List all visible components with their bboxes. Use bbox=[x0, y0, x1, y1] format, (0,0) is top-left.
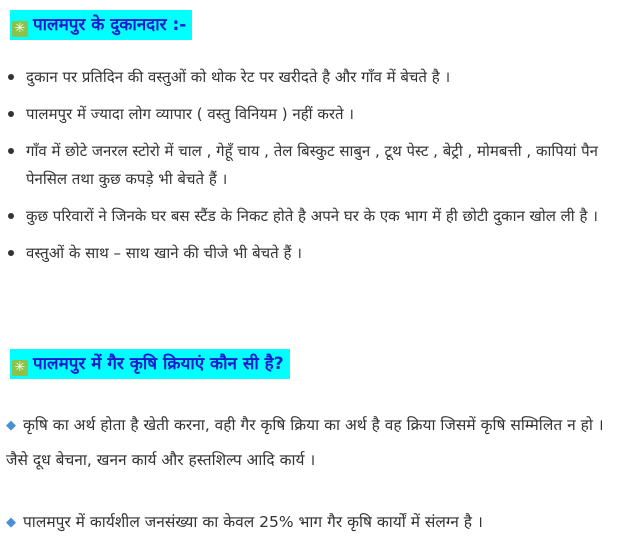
heading-text: पालमपुर में गैर कृषि क्रियाएं कौन सी है? bbox=[33, 354, 284, 374]
list-item-text: गाँव में छोटे जनरल स्टोरो में चाल , गेहूँ चाय , तेल बिस्कुट साबुन , टूथ पेस्ट , बेट्री , मोमबत्ती , कापियां पैन पेनसिल तथा कुछ कपड़े भी बेचते हैं । bbox=[26, 142, 598, 188]
paragraph-non-farm-definition bbox=[6, 408, 630, 477]
section-heading-non-farm-activities bbox=[10, 349, 290, 379]
list-item bbox=[0, 202, 632, 230]
diamond-icon: ◆ bbox=[6, 515, 16, 530]
list-item-text: कुछ परिवारों ने जिनके घर बस स्टैंड के निकट होते है अपने घर के एक भाग में ही छोटी दुकान खोल ली है । bbox=[26, 207, 598, 225]
bullet-icon bbox=[8, 148, 14, 154]
bullet-icon bbox=[8, 74, 14, 80]
diamond-icon: ◆ bbox=[6, 418, 16, 433]
list-item bbox=[0, 63, 632, 91]
bullet-icon bbox=[8, 213, 14, 219]
list-item-text: वस्तुओं के साथ – साथ खाने की चीजे भी बेचते हैं । bbox=[26, 244, 302, 262]
list-item bbox=[0, 239, 632, 267]
section-heading-shopkeepers bbox=[10, 10, 192, 40]
asterisk-icon: ✳ bbox=[12, 21, 28, 37]
list-item-text: दुकान पर प्रतिदिन की वस्तुओं को थोक रेट पर खरीदते है और गाँव में बेचते है । bbox=[26, 68, 451, 86]
paragraph-text: पालमपुर में कार्यशील जनसंख्या का केवल 25% भाग गैर कृषि कार्यों में संलग्न है । bbox=[23, 513, 483, 531]
shopkeepers-bullet-list bbox=[0, 63, 632, 276]
bullet-icon bbox=[8, 250, 14, 256]
list-item-text: पालमपुर में ज्यादा लोग व्यापार ( वस्तु विनियम ) नहीं करते । bbox=[26, 105, 354, 123]
asterisk-icon: ✳ bbox=[12, 360, 28, 376]
paragraph-workforce-share bbox=[6, 505, 630, 540]
list-item bbox=[0, 137, 632, 193]
bullet-icon bbox=[8, 111, 14, 117]
paragraph-text: कृषि का अर्थ होता है खेती करना, वही गैर कृषि क्रिया का अर्थ है वह क्रिया जिसमें कृषि सम्मिलित न हो । जैसे दूध बेचना, खनन कार्य और हस्तशिल्प आदि कार्य । bbox=[6, 416, 604, 469]
list-item bbox=[0, 100, 632, 128]
heading-text: पालमपुर के दुकानदार :- bbox=[33, 15, 187, 35]
